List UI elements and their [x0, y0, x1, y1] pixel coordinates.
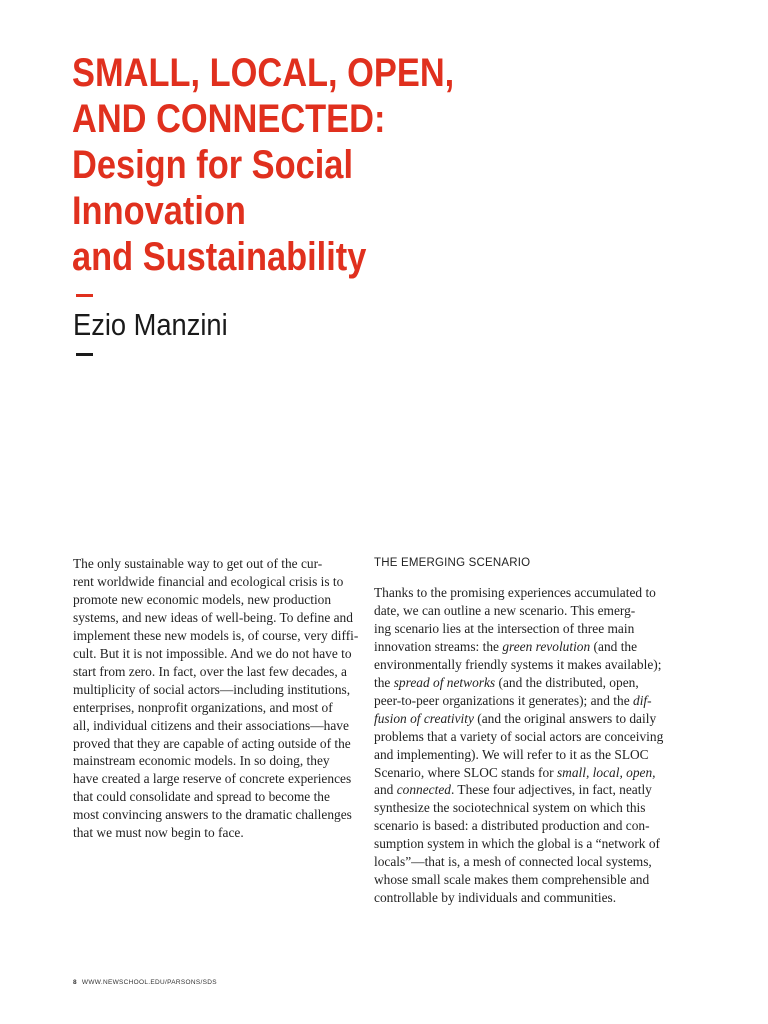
text-run: (and the original answers to daily	[473, 710, 657, 726]
text-line: that we must now begin to face.	[73, 825, 244, 841]
text-line	[374, 799, 666, 817]
text-run: sumption system in which the global is a “network of	[374, 836, 660, 852]
text-line: rent worldwide financial and ecological crisis is to	[73, 573, 344, 589]
text-line	[374, 764, 666, 782]
page-footer	[73, 979, 217, 986]
text-run: Thanks to the promising experiences accumulated to	[374, 585, 656, 600]
text-line	[374, 710, 666, 728]
text-line	[374, 602, 666, 620]
text-line	[374, 584, 666, 602]
italic-phrase: fusion of creativity	[374, 710, 474, 726]
text-run: (and the distributed, open,	[495, 674, 639, 690]
page-number: 8	[73, 979, 77, 986]
text-line: mainstream economic models. In so doing, they	[73, 753, 330, 769]
text-line	[374, 889, 666, 907]
text-run: and implementing). We will refer to it as the SLOC	[374, 746, 649, 762]
section-heading: THE EMERGING SCENARIO	[374, 557, 531, 569]
text-line: all, individual citizens and their associations—have	[73, 717, 349, 733]
article-title	[72, 50, 622, 280]
text-line	[374, 638, 666, 656]
title-line: Design for Social	[72, 143, 354, 187]
text-run: controllable by individuals and communities.	[374, 890, 617, 906]
title-line: AND CONNECTED:	[72, 97, 386, 141]
italic-phrase: connected	[396, 782, 451, 798]
text-line	[374, 781, 666, 799]
text-line: systems, and new ideas of well-being. To define and	[73, 609, 353, 625]
italic-phrase: green revolution	[502, 638, 591, 654]
text-run: ing scenario lies at the intersection of three main	[374, 620, 635, 636]
text-line: proved that they are capable of acting outside of the	[73, 735, 351, 751]
text-run: problems that a variety of social actors are conceiving	[374, 728, 664, 744]
intro-column	[73, 555, 363, 842]
text-line	[374, 728, 666, 746]
text-run: (and the	[590, 638, 638, 654]
body-column	[374, 584, 666, 907]
author-name: Ezio Manzini	[73, 307, 228, 342]
italic-phrase: small, local, open,	[556, 764, 656, 780]
title-line: SMALL, LOCAL, OPEN,	[72, 51, 455, 95]
text-run: locals”—that is, a mesh of connected local systems,	[374, 854, 652, 870]
text-line	[374, 817, 666, 835]
text-run: date, we can outline a new scenario. This emerg-	[374, 602, 636, 618]
footer-url: WWW.NEWSCHOOL.EDU/PARSONS/SDS	[81, 979, 217, 986]
text-line	[374, 746, 666, 764]
text-line	[374, 853, 666, 871]
title-line: Innovation	[72, 189, 246, 233]
text-line: start from zero. In fact, over the last few decades, a	[73, 663, 348, 679]
text-line	[374, 692, 666, 710]
text-line: most convincing answers to the dramatic challenges	[73, 807, 352, 823]
text-run: peer-to-peer organizations it generates); and the	[374, 692, 633, 708]
text-line: cult. But it is not impossible. And we do not have to	[73, 645, 352, 661]
text-run: Scenario, where SLOC stands for	[374, 764, 557, 780]
text-run: synthesize the sociotechnical system on which this	[374, 800, 646, 816]
text-run: . These four adjectives, in fact, neatly	[450, 782, 652, 798]
text-line	[374, 620, 666, 638]
text-line: The only sustainable way to get out of the cur-	[73, 556, 323, 571]
text-run: scenario is based: a distributed production and con-	[374, 818, 650, 834]
text-line: multiplicity of social actors—including institutions,	[73, 681, 351, 697]
italic-phrase: dif-	[633, 692, 652, 708]
text-line	[374, 674, 666, 692]
text-run: whose small scale makes them comprehensible and	[374, 872, 650, 888]
text-line: have created a large reserve of concrete experiences	[73, 771, 352, 787]
title-line: and Sustainability	[72, 235, 367, 279]
text-line: enterprises, nonprofit organizations, and most of	[73, 699, 333, 715]
text-run: and	[374, 782, 397, 798]
author-divider	[76, 353, 93, 356]
text-run: innovation streams: the	[374, 638, 503, 654]
text-line	[374, 656, 666, 674]
text-line: promote new economic models, new production	[73, 591, 332, 607]
text-line	[374, 835, 666, 853]
text-line: implement these new models is, of course, very diffi-	[73, 627, 359, 643]
text-line	[374, 871, 666, 889]
title-divider	[76, 294, 93, 297]
italic-phrase: spread of networks	[393, 674, 496, 690]
text-run: environmentally friendly systems it makes available);	[374, 656, 662, 672]
text-line: that could consolidate and spread to become the	[73, 789, 330, 805]
text-run: the	[374, 674, 394, 690]
